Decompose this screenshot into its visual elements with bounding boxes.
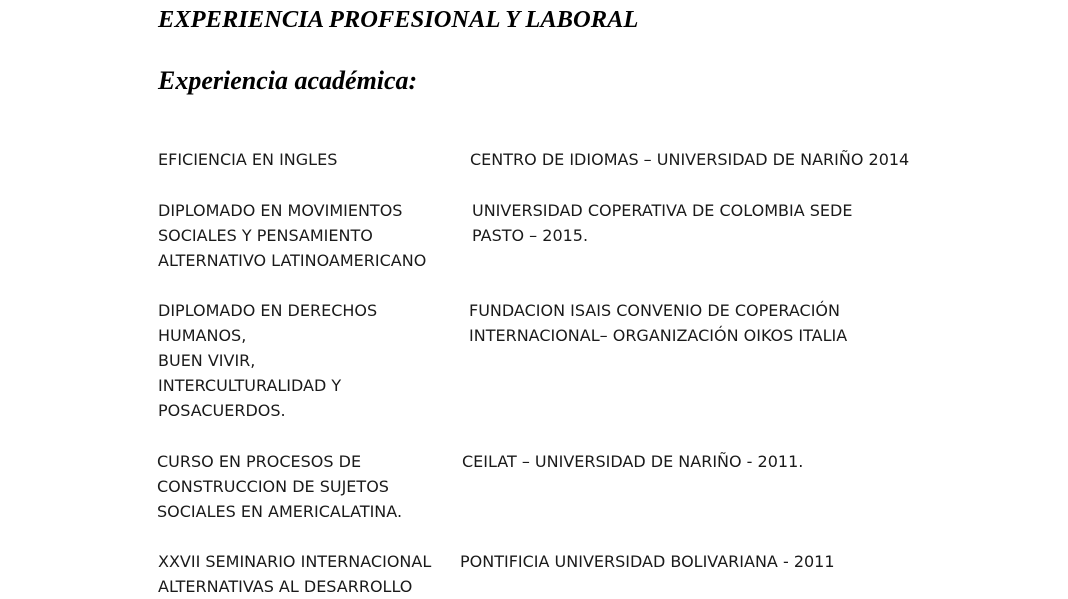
section-title: EXPERIENCIA PROFESIONAL Y LABORAL (158, 6, 639, 33)
course-line: DIPLOMADO EN MOVIMIENTOS (158, 201, 403, 220)
entry-institution (462, 449, 803, 474)
course-line: ALTERNATIVO LATINOAMERICANO (158, 251, 427, 270)
institution-line: CENTRO DE IDIOMAS – UNIVERSIDAD DE NARIÑO 2014 (470, 150, 910, 169)
entry-course (158, 198, 426, 273)
institution-line: UNIVERSIDAD COPERATIVA DE COLOMBIA SEDE (472, 201, 853, 220)
section-subtitle: Experiencia académica: (158, 66, 418, 95)
entry-institution (469, 298, 847, 348)
course-line: CONSTRUCCION DE SUJETOS (157, 477, 389, 496)
course-line: EFICIENCIA EN INGLES (158, 150, 338, 169)
institution-line: FUNDACION ISAIS CONVENIO DE COPERACIÓN (469, 301, 840, 320)
entry-course (158, 147, 337, 172)
course-line: CURSO EN PROCESOS DE (157, 452, 362, 471)
entry-institution (472, 198, 852, 248)
course-line: SOCIALES Y PENSAMIENTO (158, 226, 373, 245)
course-line: POSACUERDOS. (158, 401, 286, 420)
course-line: HUMANOS, (158, 326, 247, 345)
course-line: DIPLOMADO EN DERECHOS (158, 301, 378, 320)
entry-institution (470, 147, 909, 172)
entry-course (157, 449, 402, 524)
institution-line: PONTIFICIA UNIVERSIDAD BOLIVARIANA - 2011 (460, 552, 835, 571)
institution-line: PASTO – 2015. (472, 226, 589, 245)
entry-institution (460, 549, 835, 574)
institution-line: INTERNACIONAL– ORGANIZACIÓN OIKOS ITALIA (469, 326, 848, 345)
course-line: XXVII SEMINARIO INTERNACIONAL (158, 552, 432, 571)
course-line: ALTERNATIVAS AL DESARROLLO (158, 577, 413, 596)
entry-course (158, 298, 377, 423)
course-line: SOCIALES EN AMERICALATINA. (157, 502, 403, 521)
entry-course (158, 549, 431, 599)
course-line: BUEN VIVIR, (158, 351, 256, 370)
course-line: INTERCULTURALIDAD Y (158, 376, 342, 395)
institution-line: CEILAT – UNIVERSIDAD DE NARIÑO - 2011. (462, 452, 804, 471)
